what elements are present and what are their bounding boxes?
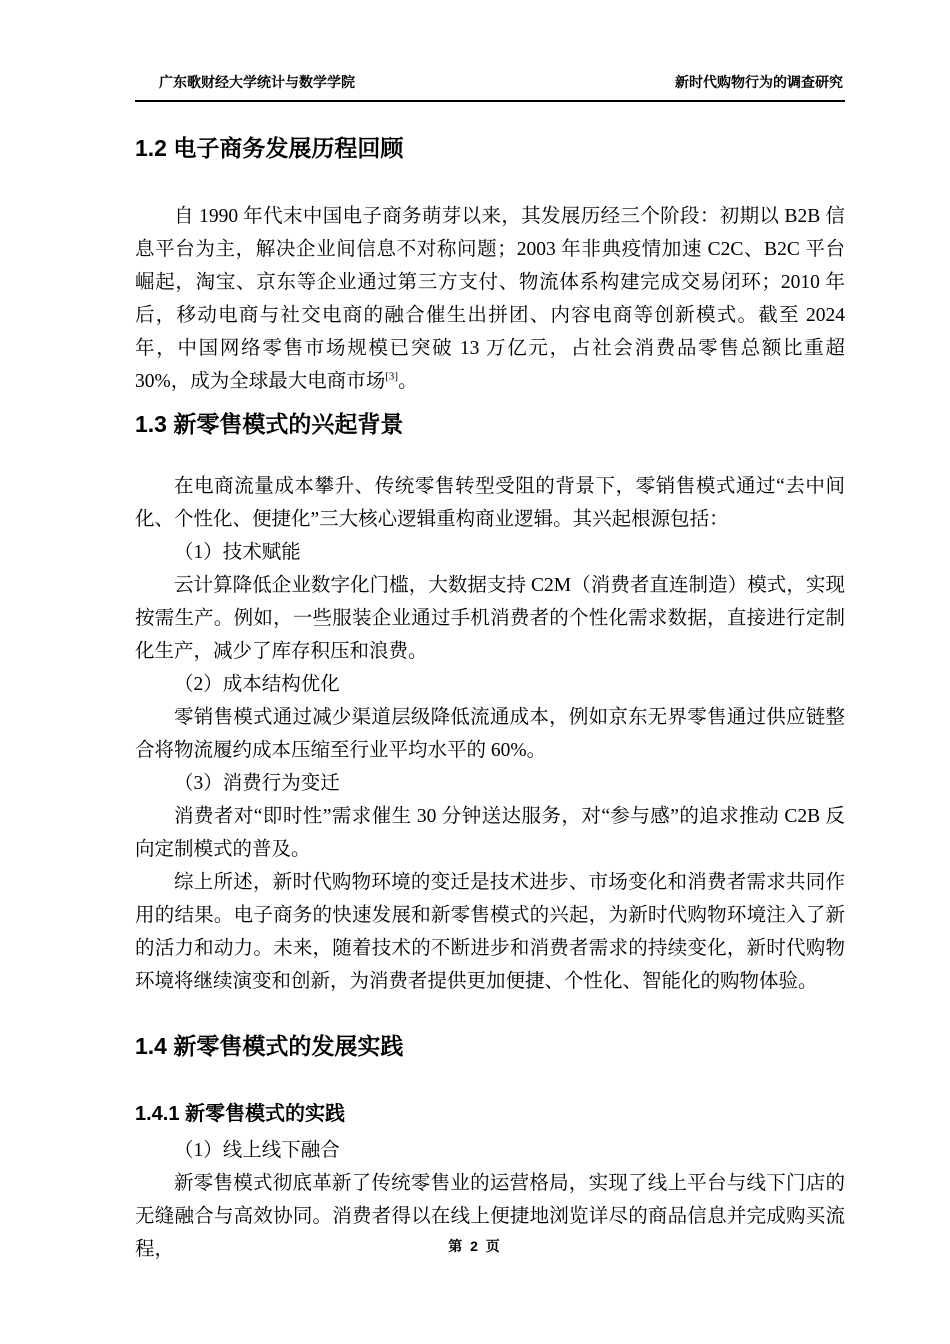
section-heading-1-4: 1.4 新零售模式的发展实践 (135, 1033, 404, 1059)
section-heading-1-2: 1.2 电子商务发展历程回顾 (135, 135, 404, 161)
list-item-cost: （2）成本结构优化 (174, 674, 340, 695)
section-heading-1-3: 1.3 新零售模式的兴起背景 (135, 411, 404, 437)
subsection-heading-1-4-1: 1.4.1 新零售模式的实践 (135, 1103, 346, 1125)
paragraph: 新零售模式彻底革新了传统零售业的运营格局，实现了线上平台与线下门店的无缝融合与高效协同。消费者得以在线上便捷地浏览详尽的商品信息并完成购买流程， (135, 1173, 845, 1260)
paragraph: 消费者对“即时性”需求催生 30 分钟送达服务，对“参与感”的追求推动 C2B 反向定制模式的普及。 (135, 806, 845, 860)
page-header (135, 72, 845, 102)
paragraph: 云计算降低企业数字化门槛，大数据支持 C2M（消费者直连制造）模式，实现按需生产。例如，一些服装企业通过手机消费者的个性化需求数据，直接进行定制化生产，减少了库存积压和浪费。 (135, 575, 845, 662)
page-number: 第 2 页 (448, 1238, 502, 1254)
paragraph: 在电商流量成本攀升、传统零售转型受阻的背景下，零销售模式通过“去中间化、个性化、便捷化”三大核心逻辑重构商业逻辑。其兴起根源包括： (135, 476, 845, 530)
document-content (135, 132, 845, 1266)
header-left-text: 广东歌财经大学统计与数学学院 (159, 74, 355, 90)
citation-ref: [3] (385, 370, 399, 383)
paragraph-text: 自 1990 年代末中国电子商务萌芽以来，其发展历经三个阶段：初期以 B2B 信息平台为主，解决企业间信息不对称问题；2003 年非典疫情加速 C2C、B2C 平台崛起，淘宝、京东等企业通过第三方支付、物流体系构建完成交易闭环；2010 年后，移动电商与社交电商的融合催生出拼团、内容电商等创新模式。截至 2024 年，中国网络零售市场规模已突破 13 万亿元，占社会消费品零售总额比重超 30%，成为全球最大电商市场 (135, 206, 845, 392)
list-item-online-offline: （1）线上线下融合 (174, 1140, 340, 1161)
paragraph-tail: 。 (398, 371, 418, 392)
list-item-tech: （1）技术赋能 (174, 542, 301, 563)
header-right-text: 新时代购物行为的调查研究 (675, 74, 843, 90)
paragraph: 零销售模式通过减少渠道层级降低流通成本，例如京东无界零售通过供应链整合将物流履约成本压缩至行业平均水平的 60%。 (135, 707, 845, 761)
paragraph-ecommerce-history (135, 200, 845, 398)
paragraph-summary: 综上所述，新时代购物环境的变迁是技术进步、市场变化和消费者需求共同作用的结果。电子商务的快速发展和新零售模式的兴起，为新时代购物环境注入了新的活力和动力。未来，随着技术的不断进步和消费者需求的持续变化，新时代购物环境将继续演变和创新，为消费者提供更加便捷、个性化、智能化的购物体验。 (135, 872, 845, 992)
list-item-behavior: （3）消费行为变迁 (174, 773, 340, 794)
